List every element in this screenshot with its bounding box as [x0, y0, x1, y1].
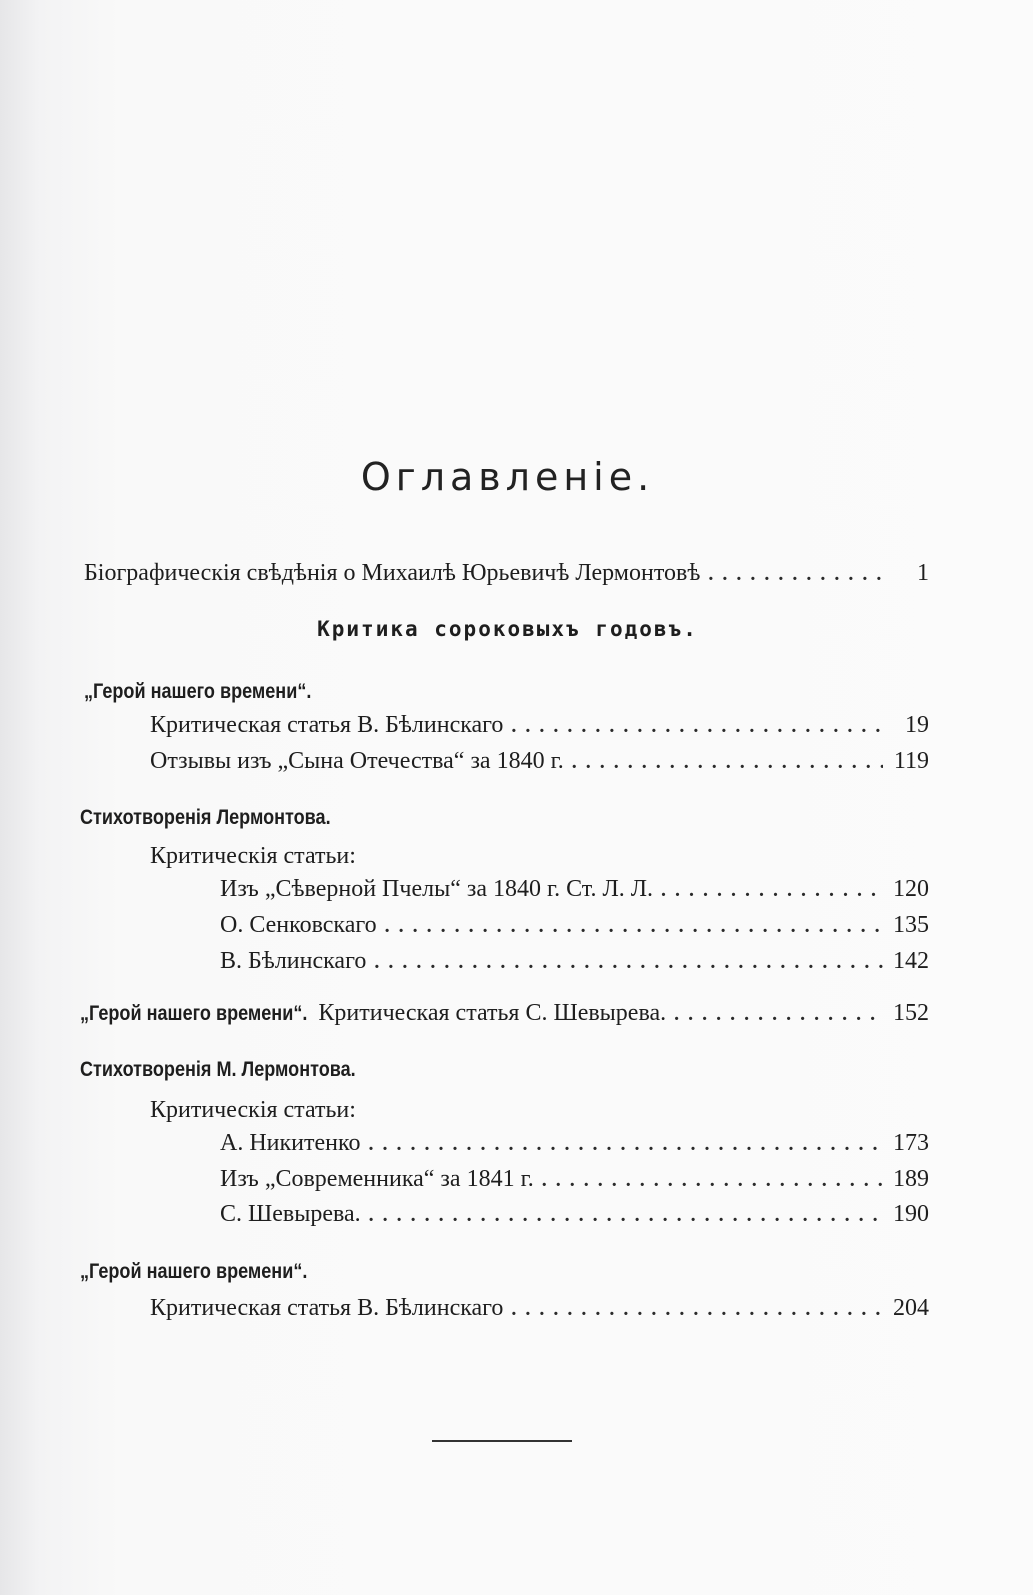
dot-leader — [511, 1298, 883, 1321]
group-subheading: Критическiя статьи: — [150, 843, 356, 869]
toc-entry — [220, 912, 929, 939]
entry-text: Критическая статья В. Бѣлинскаго — [150, 712, 504, 738]
dot-leader — [385, 915, 883, 938]
dot-leader — [369, 1204, 883, 1227]
entry-page: 120 — [893, 876, 929, 902]
toc-entry — [220, 948, 929, 975]
group-heading: „Герой нашего времени“. — [84, 680, 312, 703]
entry-text: Изъ „Сѣверной Пчелы“ за 1840 г. Ст. Л. Л. — [220, 876, 654, 902]
toc-entry — [220, 1201, 929, 1228]
entry-page: 119 — [893, 748, 929, 774]
toc-entry-biography — [84, 560, 929, 587]
entry-page: 135 — [893, 912, 929, 938]
entry-page: 142 — [893, 948, 929, 974]
toc-entry — [220, 1130, 929, 1157]
dot-leader — [542, 1169, 883, 1192]
group-heading: Стихотворенiя М. Лермонтова. — [80, 1058, 356, 1081]
dot-leader — [661, 879, 883, 902]
dot-leader — [368, 1133, 883, 1156]
entry-text: А. Никитенко — [220, 1130, 361, 1156]
entry-text: Критическая статья В. Бѣлинскаго — [150, 1295, 504, 1321]
toc-entry — [150, 1295, 929, 1322]
group-heading: „Герой нашего времени“. — [80, 1002, 308, 1025]
entry-page: 189 — [893, 1166, 929, 1192]
dot-leader — [374, 951, 883, 974]
dot-leader — [511, 715, 883, 738]
toc-title: Оглавленiе. — [360, 455, 655, 499]
group-heading: Стихотворенiя Лермонтова. — [80, 806, 331, 829]
entry-text: С. Шевырева. — [220, 1201, 361, 1227]
toc-entry — [220, 1166, 929, 1193]
dot-leader — [708, 563, 883, 586]
dot-leader — [674, 1003, 883, 1026]
toc-entry-inline-heading — [80, 1000, 929, 1027]
toc-entry — [150, 748, 929, 775]
dot-leader — [572, 751, 883, 774]
toc-entry — [150, 712, 929, 739]
closing-rule — [432, 1440, 572, 1442]
entry-text: Критическая статья С. Шевырева. — [318, 1000, 667, 1026]
group-heading: „Герой нашего времени“. — [80, 1260, 308, 1283]
entry-page: 19 — [905, 712, 929, 738]
entry-page: 173 — [893, 1130, 929, 1156]
entry-page: 190 — [893, 1201, 929, 1227]
toc-entry — [220, 876, 929, 903]
entry-text: Изъ „Современника“ за 1841 г. — [220, 1166, 534, 1192]
entry-page: 204 — [893, 1295, 929, 1321]
entry-text: Отзывы изъ „Сына Отечества“ за 1840 г. — [150, 748, 564, 774]
entry-page: 152 — [893, 1000, 929, 1026]
entry-text: Бiографическiя свѣдѣнiя о Михаилѣ Юрьевичѣ Лермонтовѣ — [84, 560, 701, 586]
entry-text: В. Бѣлинскаго — [220, 948, 367, 974]
group-subheading: Критическiя статьи: — [150, 1097, 356, 1123]
entry-page: 1 — [917, 560, 929, 586]
section-title: Критика сороковыхъ годовъ. — [317, 617, 698, 641]
entry-text: О. Сенковскаго — [220, 912, 377, 938]
